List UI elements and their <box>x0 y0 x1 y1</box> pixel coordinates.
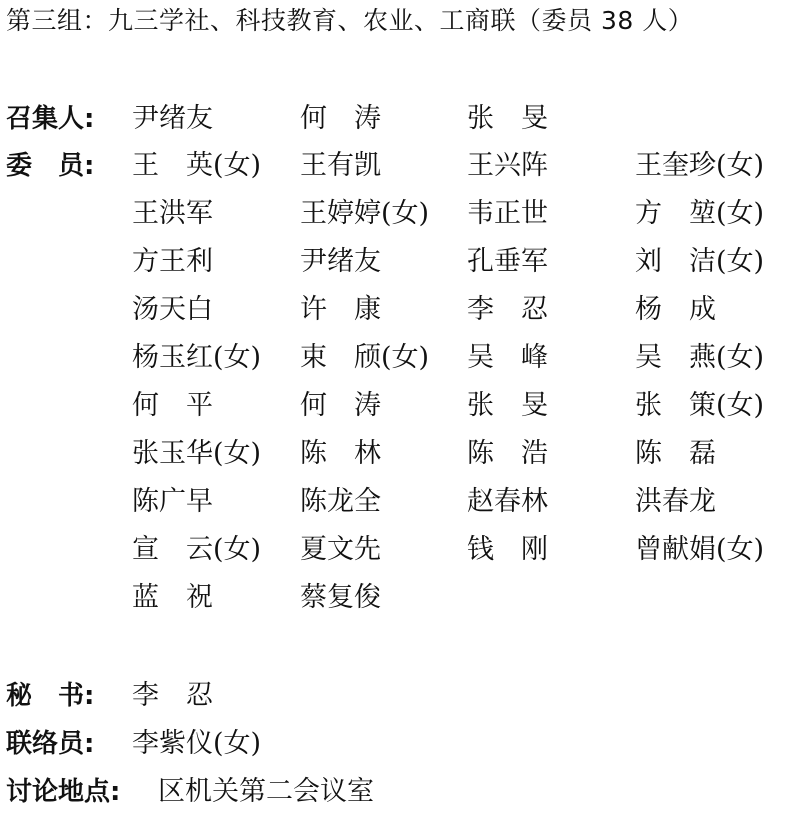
page-title: 第三组：九三学社、科技教育、农业、工商联（委员 38 人） <box>6 6 694 35</box>
members-label: 委 员: <box>6 151 95 181</box>
members-row <box>0 194 800 234</box>
liaison-row <box>0 724 800 764</box>
convener-name: 何 涛 <box>300 103 381 134</box>
member-name: 王婷婷(女) <box>300 198 430 229</box>
member-name: 方王利 <box>132 246 213 277</box>
members-row <box>0 242 800 282</box>
convener-name: 张 旻 <box>467 103 548 134</box>
member-name: 蔡复俊 <box>300 582 381 613</box>
member-name: 汤天白 <box>132 294 213 325</box>
conveners-label: 召集人: <box>6 104 95 134</box>
members-row <box>0 482 800 522</box>
liaison-label: 联络员: <box>6 729 95 759</box>
member-name: 吴 燕(女) <box>635 342 765 373</box>
member-name: 王 英(女) <box>132 150 262 181</box>
member-name: 张玉华(女) <box>132 438 262 469</box>
member-name: 王奎珍(女) <box>635 150 765 181</box>
convener-name: 尹绪友 <box>132 103 213 134</box>
member-name: 洪春龙 <box>635 486 716 517</box>
member-name: 束 颀(女) <box>300 342 430 373</box>
member-name: 杨玉红(女) <box>132 342 262 373</box>
members-row <box>0 386 800 426</box>
member-name: 夏文先 <box>300 534 381 565</box>
member-name: 孔垂军 <box>467 246 548 277</box>
member-name: 王有凯 <box>300 150 381 181</box>
location-value: 区机关第二会议室 <box>158 776 374 807</box>
member-name: 陈龙全 <box>300 486 381 517</box>
member-name: 张 旻 <box>467 390 548 421</box>
members-row <box>0 578 800 618</box>
member-name: 钱 刚 <box>467 534 548 565</box>
location-label: 讨论地点: <box>6 777 121 807</box>
liaison-name: 李紫仪(女) <box>132 728 262 759</box>
member-name: 陈 浩 <box>467 438 548 469</box>
member-name: 陈 林 <box>300 438 381 469</box>
member-name: 曾献娟(女) <box>635 534 765 565</box>
conveners-row <box>0 99 800 139</box>
member-name: 王洪军 <box>132 198 213 229</box>
members-row <box>0 434 800 474</box>
members-row <box>0 146 800 186</box>
member-name: 尹绪友 <box>300 246 381 277</box>
member-name: 蓝 祝 <box>132 582 213 613</box>
location-row <box>0 772 800 812</box>
members-row <box>0 338 800 378</box>
member-name: 刘 洁(女) <box>635 246 765 277</box>
member-name: 陈 磊 <box>635 438 716 469</box>
member-name: 宣 云(女) <box>132 534 262 565</box>
secretary-name: 李 忍 <box>132 680 213 711</box>
member-name: 陈广早 <box>132 486 213 517</box>
secretary-row <box>0 676 800 716</box>
member-name: 赵春林 <box>467 486 548 517</box>
member-name: 许 康 <box>300 294 381 325</box>
member-name: 张 策(女) <box>635 390 765 421</box>
member-name: 李 忍 <box>467 294 548 325</box>
member-name: 吴 峰 <box>467 342 548 373</box>
secretary-label: 秘 书: <box>6 681 95 711</box>
members-row <box>0 530 800 570</box>
member-name: 方 堃(女) <box>635 198 765 229</box>
member-name: 韦正世 <box>467 198 548 229</box>
members-row <box>0 290 800 330</box>
member-name: 何 平 <box>132 390 213 421</box>
member-name: 杨 成 <box>635 294 716 325</box>
member-name: 王兴阵 <box>467 150 548 181</box>
member-name: 何 涛 <box>300 390 381 421</box>
